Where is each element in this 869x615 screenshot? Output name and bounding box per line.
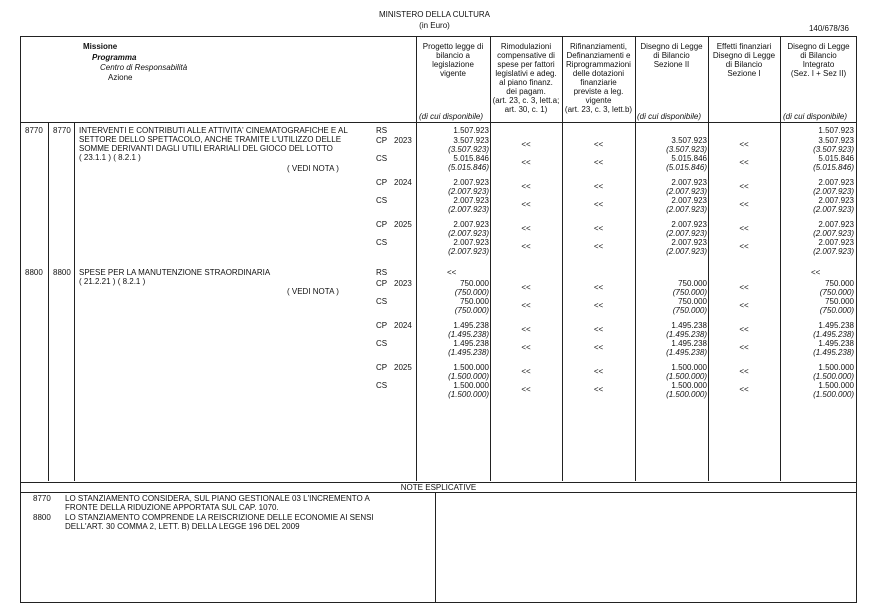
value: 2.007.923 (818, 220, 854, 229)
page-ref: 140/678/36 (808, 24, 849, 33)
value: << (739, 343, 749, 352)
value: << (811, 268, 821, 277)
value-available: (1.500.000) (813, 390, 854, 399)
hdr-di-cui-4: (di cui disponibile) (637, 112, 702, 121)
value: << (447, 268, 457, 277)
value-available: (2.007.923) (813, 229, 854, 238)
value-available: (1.500.000) (448, 372, 489, 381)
value: 750.000 (678, 279, 707, 288)
hdr-col4: Disegno di Legge di Bilancio Sezione II (640, 42, 703, 69)
value: 5.015.846 (453, 154, 489, 163)
value: 5.015.846 (818, 154, 854, 163)
value: 3.507.923 (818, 136, 854, 145)
value: 1.500.000 (453, 381, 489, 390)
row-type: CP (376, 136, 388, 145)
value: 750.000 (678, 297, 707, 306)
value: 5.015.846 (671, 154, 707, 163)
value: << (521, 385, 531, 394)
notes-sep-title (20, 492, 857, 493)
value: << (521, 140, 531, 149)
value-available: (1.500.000) (813, 372, 854, 381)
year-label: 2025 (394, 220, 412, 229)
hdr-col5: Effetti finanziari Disegno di Legge di Bilancio Sezione I (712, 42, 776, 78)
value: 2.007.923 (671, 238, 707, 247)
value: << (521, 343, 531, 352)
value: << (739, 182, 749, 191)
value: 750.000 (460, 279, 489, 288)
value-available: (750.000) (672, 288, 707, 297)
note-text: FRONTE DELLA RIDUZIONE APPORTATA SUL CAP. 1070. (65, 503, 279, 512)
note-text: DELL'ART. 30 COMMA 2, LETT. B) DELLA LEGGE 196 DEL 2009 (65, 522, 300, 531)
value: << (521, 158, 531, 167)
value: 2.007.923 (453, 178, 489, 187)
value: << (593, 343, 604, 352)
value-available: (2.007.923) (666, 205, 707, 214)
hdr-col6: Disegno di Legge di Bilancio Integrato (Sez. I + Sez II) (787, 42, 850, 78)
row-type: CS (376, 381, 388, 390)
value: 3.507.923 (671, 136, 707, 145)
value-available: (2.007.923) (813, 247, 854, 256)
value-available: (3.507.923) (666, 145, 707, 154)
chapter-desc: SETTORE DELLO SPETTACOLO, ANCHE TRAMITE L'UTILIZZO DELLE (79, 135, 342, 144)
col-sep (635, 36, 636, 481)
value: 1.500.000 (818, 381, 854, 390)
value-available: (2.007.923) (448, 247, 489, 256)
hdr-col3: Rifinanziamenti, Definanziamenti e Riprogrammazioni delle dotazioni finanziarie previste a leg. vigente (art. 23, c. 3, lett.b) (564, 42, 633, 114)
value: 1.500.000 (453, 363, 489, 372)
hdr-col1: Progetto legge di bilancio a legislazione vigente (422, 42, 484, 78)
value-available: (1.500.000) (448, 390, 489, 399)
year-label: 2023 (394, 279, 412, 288)
notes-title: NOTE ESPLICATIVE (400, 483, 477, 492)
row-type: RS (376, 268, 388, 277)
vedi-nota: ( VEDI NOTA ) (287, 287, 339, 296)
value-available: (1.500.000) (666, 390, 707, 399)
row-type: CS (376, 339, 388, 348)
row-type: CP (376, 321, 388, 330)
value: << (739, 200, 749, 209)
note-code: 8770 (33, 494, 51, 503)
value-available: (750.000) (454, 306, 489, 315)
value-available: (1.500.000) (666, 372, 707, 381)
value: << (739, 325, 749, 334)
value: 1.500.000 (671, 381, 707, 390)
row-type: CP (376, 363, 388, 372)
row-type: CP (376, 279, 388, 288)
year-label: 2024 (394, 178, 412, 187)
value-available: (5.015.846) (448, 163, 489, 172)
value: << (593, 140, 604, 149)
row-type: CS (376, 196, 388, 205)
chapter-desc: SOMME DERIVANTI DAGLI UTILI ERARIALI DEL GIOCO DEL LOTTO (79, 144, 333, 153)
year-label: 2025 (394, 363, 412, 372)
chapter-code: 8800 (25, 268, 43, 277)
value: << (593, 200, 604, 209)
value: << (739, 242, 749, 251)
value: 750.000 (825, 297, 854, 306)
value: 750.000 (460, 297, 489, 306)
value: 2.007.923 (818, 238, 854, 247)
chapter-desc: ( 23.1.1 ) ( 8.2.1 ) (79, 153, 141, 162)
chapter-code: 8770 (25, 126, 43, 135)
value: << (521, 283, 531, 292)
value-available: (1.495.238) (448, 330, 489, 339)
value: << (521, 325, 531, 334)
value: << (521, 224, 531, 233)
value-available: (2.007.923) (813, 187, 854, 196)
value-available: (3.507.923) (813, 145, 854, 154)
value-available: (1.495.238) (813, 348, 854, 357)
value: 750.000 (825, 279, 854, 288)
value: << (593, 301, 604, 310)
value: << (739, 158, 749, 167)
value: << (593, 367, 604, 376)
value-available: (750.000) (819, 288, 854, 297)
hdr-azione: Azione (108, 73, 133, 82)
value: << (593, 283, 604, 292)
value-available: (2.007.923) (666, 247, 707, 256)
value: << (593, 224, 604, 233)
value: 2.007.923 (453, 196, 489, 205)
value-available: (2.007.923) (666, 229, 707, 238)
notes-col-sep (435, 492, 436, 602)
chapter-code: 8800 (53, 268, 71, 277)
row-type: CP (376, 178, 388, 187)
value-available: (2.007.923) (813, 205, 854, 214)
hdr-centro: Centro di Responsabilità (100, 63, 188, 72)
year-label: 2023 (394, 136, 412, 145)
vedi-nota: ( VEDI NOTA ) (287, 164, 339, 173)
chapter-code: 8770 (53, 126, 71, 135)
value: 2.007.923 (818, 178, 854, 187)
col-sep (780, 36, 781, 481)
value: << (521, 301, 531, 310)
value: << (521, 242, 531, 251)
value-available: (1.495.238) (813, 330, 854, 339)
unit-label: (in Euro) (419, 21, 450, 30)
col-sep (416, 36, 417, 481)
value: 2.007.923 (671, 178, 707, 187)
value: 1.495.238 (453, 339, 489, 348)
value-available: (5.015.846) (666, 163, 707, 172)
col-sep (48, 122, 49, 481)
value: 1.495.238 (818, 321, 854, 330)
value-available: (1.495.238) (666, 330, 707, 339)
hdr-missione: Missione (83, 42, 118, 51)
note-text: LO STANZIAMENTO CONSIDERA, SUL PIANO GESTIONALE 03 L'INCREMENTO A (65, 494, 370, 503)
ministry-title: MINISTERO DELLA CULTURA (379, 10, 490, 19)
value: << (521, 182, 531, 191)
row-type: RS (376, 126, 388, 135)
chapter-desc: ( 21.2.21 ) ( 8.2.1 ) (79, 277, 146, 286)
row-type: CS (376, 238, 388, 247)
chapter-desc: SPESE PER LA MANUTENZIONE STRAORDINARIA (79, 268, 271, 277)
value: << (521, 200, 531, 209)
value: 1.495.238 (671, 339, 707, 348)
value: 3.507.923 (453, 136, 489, 145)
value-available: (1.495.238) (666, 348, 707, 357)
value-available: (750.000) (819, 306, 854, 315)
value-available: (1.495.238) (448, 348, 489, 357)
value: << (739, 385, 749, 394)
value-available: (3.507.923) (448, 145, 489, 154)
value-available: (2.007.923) (666, 187, 707, 196)
value-available: (2.007.923) (448, 187, 489, 196)
value: 2.007.923 (453, 238, 489, 247)
col-sep (708, 36, 709, 481)
value-available: (2.007.923) (448, 205, 489, 214)
value-available: (2.007.923) (448, 229, 489, 238)
hdr-col2: Rimodulazioni compensative di spese per fattori legislativi e adeg. al piano finanz. dei pagam. (art. 23, c. 3, lett.a; art. 30, c. 1) (492, 42, 560, 114)
value: 1.495.238 (453, 321, 489, 330)
row-type: CS (376, 297, 388, 306)
value: 2.007.923 (453, 220, 489, 229)
value: << (593, 242, 604, 251)
value: 1.507.923 (818, 126, 854, 135)
value: 1.495.238 (818, 339, 854, 348)
value-available: (750.000) (672, 306, 707, 315)
value: 1.495.238 (671, 321, 707, 330)
value: << (593, 158, 604, 167)
value: << (739, 140, 749, 149)
value: << (521, 367, 531, 376)
chapter-desc: INTERVENTI E CONTRIBUTI ALLE ATTIVITA' CINEMATOGRAFICHE E AL (79, 126, 348, 135)
value: 1.507.923 (453, 126, 489, 135)
hdr-programma: Programma (92, 53, 137, 62)
value: << (739, 301, 749, 310)
value: 2.007.923 (671, 196, 707, 205)
col-sep (74, 122, 75, 481)
value: << (593, 385, 604, 394)
note-code: 8800 (33, 513, 51, 522)
value-available: (5.015.846) (813, 163, 854, 172)
value: 1.500.000 (671, 363, 707, 372)
value: 2.007.923 (671, 220, 707, 229)
row-type: CS (376, 154, 388, 163)
value: << (593, 182, 604, 191)
value: 1.500.000 (818, 363, 854, 372)
value: << (593, 325, 604, 334)
value-available: (750.000) (454, 288, 489, 297)
value: 2.007.923 (818, 196, 854, 205)
value: << (739, 283, 749, 292)
value: << (739, 367, 749, 376)
header-sep (20, 122, 857, 123)
year-label: 2024 (394, 321, 412, 330)
hdr-di-cui-6: (di cui disponibile) (783, 112, 848, 121)
row-type: CP (376, 220, 388, 229)
value: << (739, 224, 749, 233)
hdr-di-cui-1: (di cui disponibile) (419, 112, 484, 121)
note-text: LO STANZIAMENTO COMPRENDE LA REISCRIZIONE DELLE ECONOMIE AI SENSI (65, 513, 374, 522)
